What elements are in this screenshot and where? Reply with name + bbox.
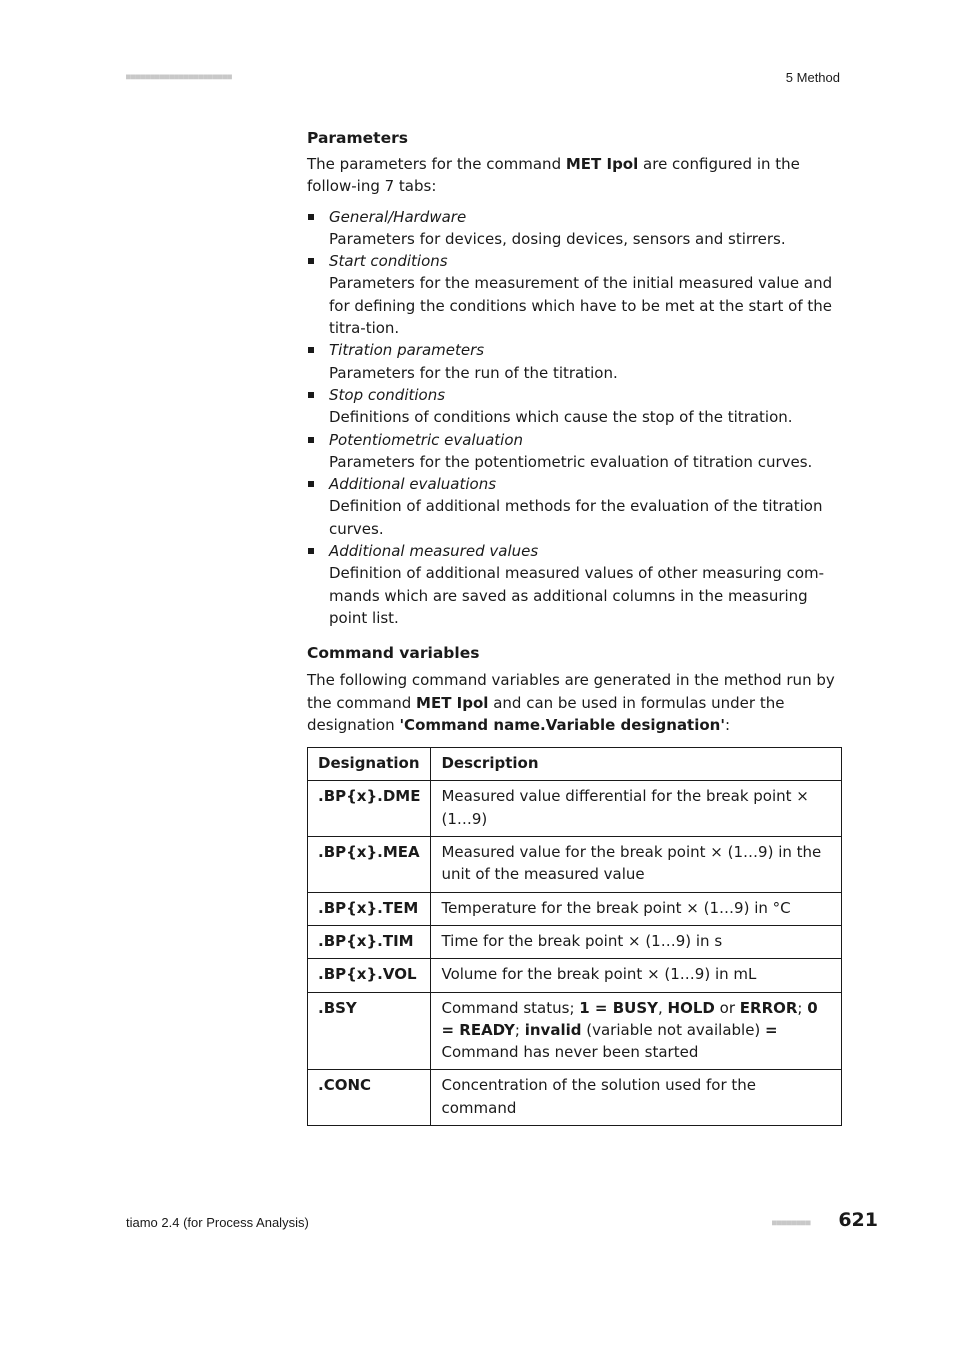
table-row — [308, 992, 842, 1070]
table-row — [308, 1070, 842, 1126]
status-text: ; — [514, 1020, 525, 1039]
table-row — [308, 837, 842, 893]
tab-term: Additional measured values — [329, 542, 539, 561]
designation-cell: .BSY — [308, 992, 431, 1070]
intro-text-end: : — [724, 715, 731, 734]
description-cell: Concentration of the solution used for the command — [431, 1070, 842, 1126]
bullet-icon — [308, 437, 314, 443]
list-item — [307, 384, 841, 429]
tab-description: Parameters for the potentiometric evaluation of titration curves. — [329, 452, 813, 471]
list-item — [307, 339, 841, 384]
description-cell — [431, 992, 842, 1070]
tab-description: Parameters for the run of the titration. — [329, 363, 618, 382]
status-text: Command has never been started — [441, 1043, 699, 1062]
tab-description: Definitions of conditions which cause the stop of the titration. — [329, 408, 793, 427]
status-text: , — [658, 998, 668, 1017]
tab-description: Parameters for devices, dosing devices, sensors and stirrers. — [329, 229, 786, 248]
bullet-icon — [308, 548, 314, 554]
list-item — [307, 473, 841, 540]
list-item — [307, 429, 841, 474]
bullet-icon — [308, 258, 314, 264]
command-variables-heading: Command variables — [307, 644, 480, 663]
designation-cell: .BP{x}.DME — [308, 781, 431, 837]
list-item — [307, 206, 841, 251]
column-header-description: Description — [431, 748, 842, 781]
bullet-icon — [308, 481, 314, 487]
designation-cell: .BP{x}.TEM — [308, 892, 431, 925]
status-error: ERROR — [739, 998, 798, 1017]
table-row — [308, 959, 842, 992]
tab-description: Parameters for the measurement of the initial measured value and for defining the conditions which have to be met at the start of the titra-tion. — [329, 274, 833, 338]
intro-text: The parameters for the command — [307, 155, 566, 173]
description-cell: Measured value differential for the break point × (1…9) — [431, 781, 842, 837]
bullet-icon — [308, 347, 314, 353]
designation-cell: .BP{x}.TIM — [308, 925, 431, 958]
description-cell: Time for the break point × (1…9) in s — [431, 925, 842, 958]
tab-term: Stop conditions — [329, 385, 446, 404]
variables-table — [307, 747, 842, 1126]
designation-cell: .BP{x}.MEA — [308, 837, 431, 893]
bullet-icon — [308, 214, 314, 220]
designation-cell: .CONC — [308, 1070, 431, 1126]
description-cell: Volume for the break point × (1…9) in mL — [431, 959, 842, 992]
header-section-title: 5 Method — [785, 70, 840, 85]
tab-description: Definition of additional methods for the evaluation of the titration curves. — [329, 497, 823, 538]
command-name: MET Ipol — [416, 693, 489, 712]
tab-term: Start conditions — [329, 252, 448, 271]
status-invalid: invalid — [524, 1020, 582, 1039]
tab-term: Titration parameters — [329, 341, 485, 360]
status-equals: = — [765, 1020, 778, 1039]
tabs-list — [307, 206, 841, 630]
parameters-heading: Parameters — [307, 129, 408, 147]
main-content — [307, 126, 841, 1126]
status-hold: HOLD — [667, 998, 715, 1017]
status-text: ; — [797, 998, 808, 1017]
designation-cell: .BP{x}.VOL — [308, 959, 431, 992]
command-variables-intro — [307, 669, 841, 736]
list-item — [307, 540, 841, 629]
intro-text-end: are configured in the follow-ing 7 tabs: — [307, 155, 800, 196]
description-cell: Temperature for the break point × (1…9) in °C — [431, 892, 842, 925]
column-header-designation: Designation — [308, 748, 431, 781]
bullet-icon — [308, 392, 314, 398]
table-row — [308, 781, 842, 837]
tab-term: Additional evaluations — [329, 475, 497, 494]
tab-term: General/Hardware — [329, 207, 467, 226]
tab-description: Definition of additional measured values of other measuring com-mands which are saved as additional columns in the measuring point list. — [329, 564, 825, 627]
status-text: or — [714, 998, 740, 1017]
designation-format: 'Command name.Variable designation' — [399, 715, 725, 734]
header-decoration: ■■■■■■■■■■■■■■■■■■■■■■ — [126, 72, 232, 81]
status-text: Command status; — [441, 998, 580, 1017]
description-cell: Measured value for the break point × (1…9) in the unit of the measured value — [431, 837, 842, 893]
table-row — [308, 892, 842, 925]
status-busy: 1 = BUSY — [579, 998, 658, 1017]
page-number: 621 — [838, 1209, 878, 1231]
status-ready: 0 = READY — [441, 998, 818, 1039]
table-row — [308, 925, 842, 958]
tab-term: Potentiometric evaluation — [329, 430, 524, 449]
status-text: (variable not available) — [581, 1020, 766, 1039]
command-name: MET Ipol — [565, 155, 639, 173]
table-header-row — [308, 748, 842, 781]
footer-product-name: tiamo 2.4 (for Process Analysis) — [126, 1215, 309, 1230]
intro-text-mid: and can be used in formulas under the designation — [307, 693, 785, 734]
footer-decoration: ■■■■■■■■ — [772, 1218, 811, 1227]
list-item — [307, 250, 841, 339]
parameters-intro — [307, 153, 841, 198]
intro-text: The following command variables are generated in the method run by the command — [307, 671, 835, 712]
